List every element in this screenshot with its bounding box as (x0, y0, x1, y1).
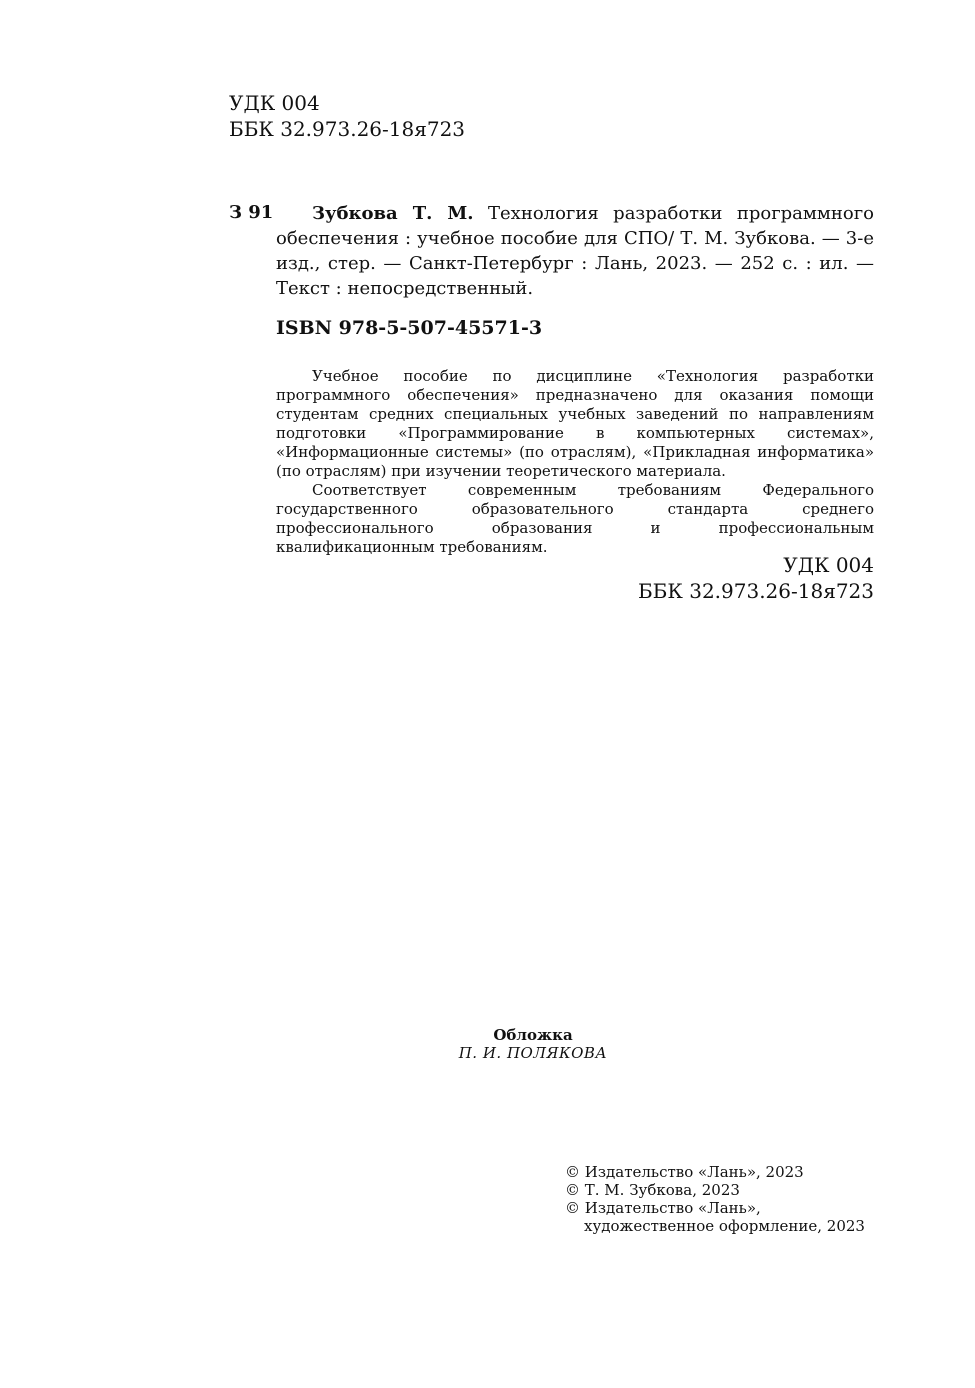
bottom-classification (620, 552, 874, 604)
udk-code: УДК 004 (229, 91, 320, 115)
abstract (276, 367, 874, 557)
author-name: Зубкова Т. М. (312, 203, 474, 224)
bbk-code: ББК 32.973.26-18я723 (229, 117, 466, 141)
cover-designer: П. И. ПОЛЯКОВА (458, 1044, 608, 1062)
bibliographic-record (276, 201, 874, 301)
catalog-code: З 91 (229, 202, 274, 223)
isbn: ISBN 978-5-507-45571-3 (276, 317, 543, 339)
bbk-code-bottom: ББК 32.973.26-18я723 (637, 579, 874, 603)
copyright-block (565, 1163, 865, 1235)
abstract-paragraph-2: Соответствует современным требованиям Федерального государственного образовательного стандарта среднего профессионального образования и профессиональным квалификационным требованиям. (276, 481, 874, 556)
abstract-paragraph-1: Учебное пособие по дисциплине «Технология разработки программного обеспечения» предназначено для оказания помощи студентам средних специальных учебных заведений по направлениям подготовки «Программирование в компьютерных системах», «Информационные системы» (по отраслям), «Прикладная информатика» (по отраслям) при изучении теоретического материала. (276, 367, 874, 480)
copyright-line-4: художественное оформление, 2023 (584, 1217, 865, 1235)
copyright-line-2: © Т. М. Зубкова, 2023 (565, 1181, 740, 1199)
top-classification (229, 90, 465, 142)
copyright-line-1: © Издательство «Лань», 2023 (565, 1163, 804, 1181)
copyright-line-3: © Издательство «Лань», (565, 1199, 761, 1217)
cover-credit (0, 1026, 975, 1062)
cover-label: Обложка (493, 1026, 573, 1044)
bibliographic-description: Технология разработки программного обеспечения : учебное пособие для СПО/ Т. М. Зубкова. — 3-е изд., стер. — Санкт-Петербург : Лань, 2023. — 252 с. : ил. — Текст : непосредственный. (276, 203, 874, 299)
udk-code-bottom: УДК 004 (783, 553, 874, 577)
